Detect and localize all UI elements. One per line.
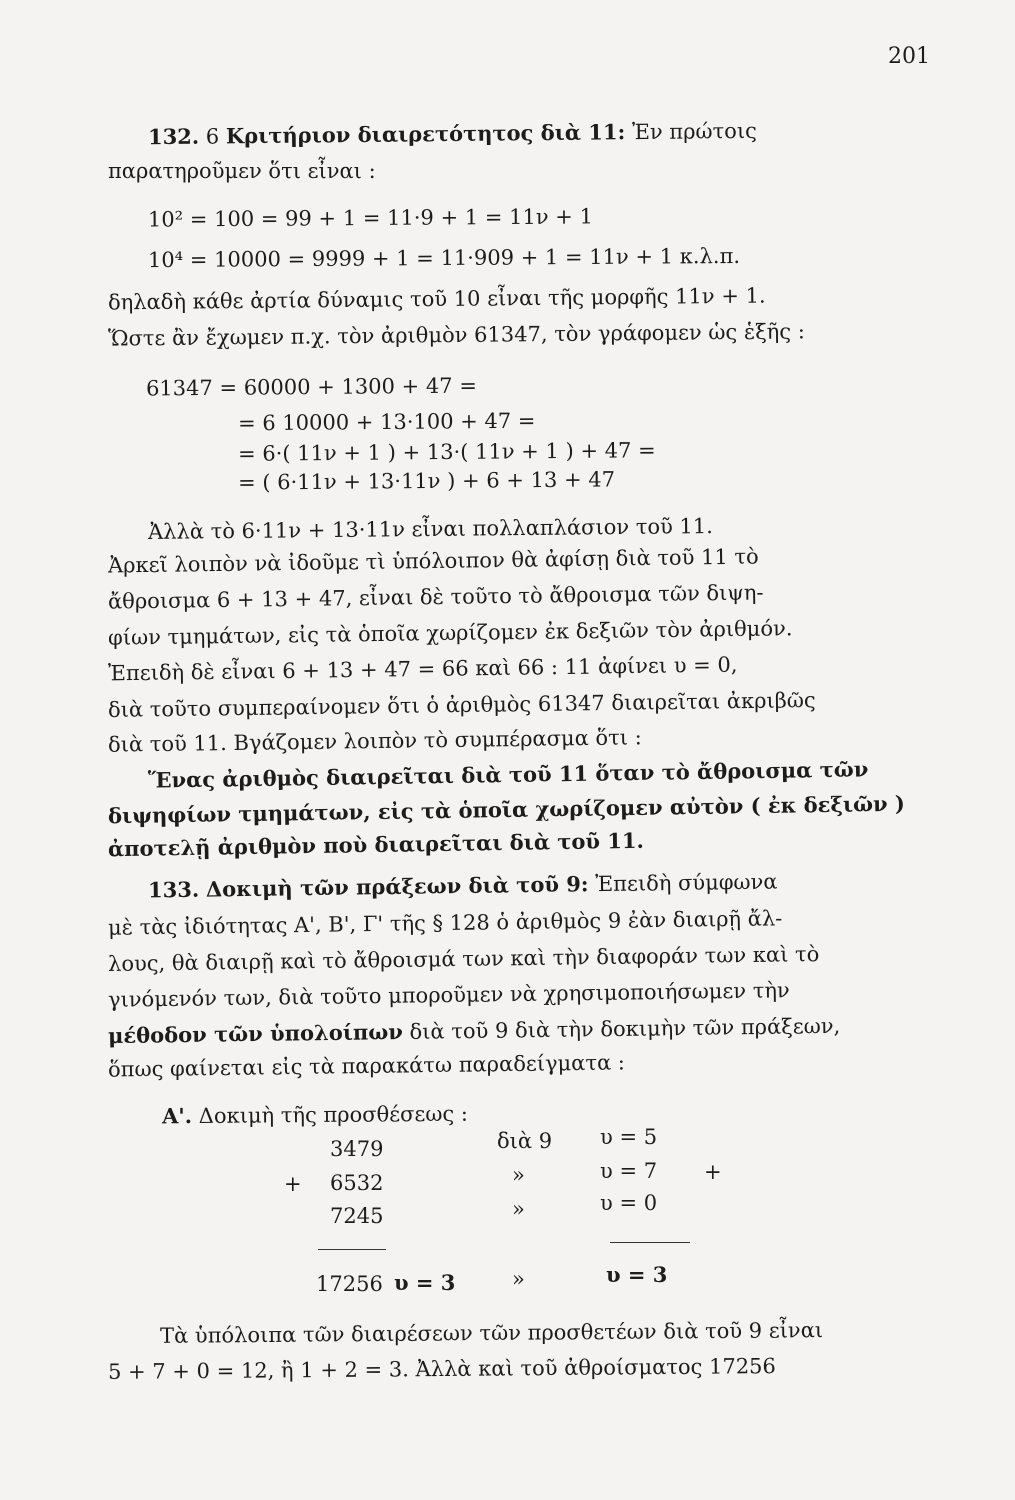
subsection-heading: [162, 1101, 468, 1130]
section-132-heading: [148, 118, 757, 150]
text-line: διὰ τοῦτο συμπεραίνομεν ὅτι ὁ ἀριθμὸς 61347 διαιρεῖται ἀκριβῶς: [107, 688, 816, 722]
text-line: διὰ τοῦ 11. Βγάζομεν λοιπὸν τὸ συμπέρασμα ὅτι :: [107, 725, 642, 757]
section-132-number: 132.: [147, 123, 200, 150]
section-133-intro: Ἐπειδὴ σύμφωνα: [595, 869, 778, 897]
section-133-heading: [148, 869, 778, 904]
remainder: υ = 0: [600, 1191, 658, 1215]
equation: 10² = 100 = 99 + 1 = 11·9 + 1 = 11ν + 1: [147, 204, 593, 232]
rule-statement-line: ἀποτελῇ ἀριθμὸν ποὺ διαιρεῖται διὰ τοῦ 11.: [107, 827, 645, 862]
text-line: Ἀρκεῖ λοιπὸν νὰ ἰδοῦμε τὶ ὑπόλοιπον θὰ ἀφίσῃ διὰ τοῦ 11 τὸ: [107, 544, 759, 578]
remainder: υ = 7: [600, 1159, 658, 1183]
subsection-title: Δοκιμὴ τῆς προσθέσεως :: [198, 1101, 469, 1129]
section-133-title: Δοκιμὴ τῶν πράξεων διὰ τοῦ 9:: [205, 871, 589, 902]
rule-statement-line: διψηφίων τμημάτων, εἰς τὰ ὁποῖα χωρίζομεν αὐτὸν ( ἐκ δεξιῶν ): [107, 790, 906, 829]
text-line: λους, θὰ διαιρῇ καὶ τὸ ἄθροισμά των καὶ τὴν διαφοράν των καὶ τὸ: [107, 942, 820, 976]
plus-sign: +: [284, 1172, 302, 1196]
divisor-label: »: [512, 1163, 525, 1187]
text-line: Τὰ ὑπόλοιπα τῶν διαιρέσεων τῶν προσθετέων διὰ τοῦ 9 εἶναι: [159, 1318, 824, 1348]
section-132-title: Κριτήριον διαιρετότητος διὰ 11:: [225, 119, 626, 149]
calculation-line: 61347 = 60000 + 1300 + 47 =: [145, 373, 477, 401]
calculation-line: = 6 10000 + 13·100 + 47 =: [237, 408, 536, 436]
subsection-label: Α'.: [161, 1103, 193, 1129]
text-line: ἄθροισμα 6 + 13 + 47, εἶναι δὲ τοῦτο τὸ ἄθροισμα τῶν διψη-: [107, 580, 764, 614]
equation: 10⁴ = 10000 = 9999 + 1 = 11·909 + 1 = 11ν + 1 κ.λ.π.: [147, 243, 741, 273]
addend: 7245: [330, 1204, 384, 1228]
text-line: Ἐπειδὴ δὲ εἶναι 6 + 13 + 47 = 66 καὶ 66 : 11 ἀφίνει υ = 0,: [107, 652, 738, 686]
calculation-line: = ( 6·11ν + 13·11ν ) + 6 + 13 + 47: [237, 467, 616, 495]
text-line: δηλαδὴ κάθε ἀρτία δύναμις τοῦ 10 εἶναι τῆς μορφῆς 11ν + 1.: [107, 283, 766, 315]
remainder: υ = 5: [600, 1125, 658, 1149]
text-line: 5 + 7 + 0 = 12, ἢ 1 + 2 = 3. Ἀλλὰ καὶ τοῦ ἀθροίσματος 17256: [107, 1354, 776, 1384]
divisor-label: »: [512, 1197, 525, 1221]
text-line: Ὥστε ἂν ἔχωμεν π.χ. τὸν ἀριθμὸν 61347, τὸν γράφομεν ὡς ἑξῆς :: [107, 319, 805, 351]
page-number: 201: [888, 44, 930, 69]
text-line: παρατηροῦμεν ὅτι εἶναι :: [108, 159, 376, 183]
calculation-line: = 6·( 11ν + 1 ) + 13·( 11ν + 1 ) + 47 =: [237, 438, 656, 466]
rule-statement-line: Ἕνας ἀριθμὸς διαιρεῖται διὰ τοῦ 11 ὅταν τὸ ἄθροισμα τῶν: [147, 756, 869, 793]
divisor-label: »: [512, 1267, 525, 1291]
sum-rule: [318, 1249, 386, 1250]
text-line: [108, 1013, 841, 1049]
text-line: φίων τμημάτων, εἰς τὰ ὁποῖα χωρίζομεν ἐκ δεξιῶν τὸν ἀριθμόν.: [107, 616, 793, 650]
sum-remainder: υ = 3: [394, 1270, 456, 1295]
remainder-total: υ = 3: [606, 1262, 668, 1287]
text-line: μὲ τὰς ἰδιότητας Α', Β', Γ' τῆς § 128 ὁ ἀριθμὸς 9 ἐὰν διαιρῇ ἄλ-: [107, 906, 783, 940]
text-line: Ἀλλὰ τὸ 6·11ν + 13·11ν εἶναι πολλαπλάσιον τοῦ 11.: [147, 514, 713, 544]
remainder-plus-sign: +: [704, 1160, 722, 1184]
addend: 6532: [330, 1171, 384, 1195]
divisor-label: διὰ 9: [497, 1129, 553, 1153]
remainder-rule: [610, 1242, 690, 1243]
section-132-intro: Ἐν πρώτοις: [631, 118, 757, 145]
text-span: διὰ τοῦ 9 διὰ τὴν δοκιμὴν τῶν πράξεων,: [409, 1013, 841, 1044]
text-line: ὅπως φαίνεται εἰς τὰ παρακάτω παραδείγματα :: [107, 1050, 626, 1082]
section-133-number: 133.: [147, 876, 200, 903]
sum: 17256: [316, 1272, 383, 1296]
addend: 3479: [330, 1137, 384, 1161]
method-term: μέθοδον τῶν ὑπολοίπων: [107, 1018, 404, 1049]
section-132-marker: 6: [205, 124, 220, 149]
text-line: γινόμενόν των, διὰ τοῦτο μποροῦμεν νὰ χρησιμοποιήσωμεν τὴν: [107, 978, 790, 1012]
